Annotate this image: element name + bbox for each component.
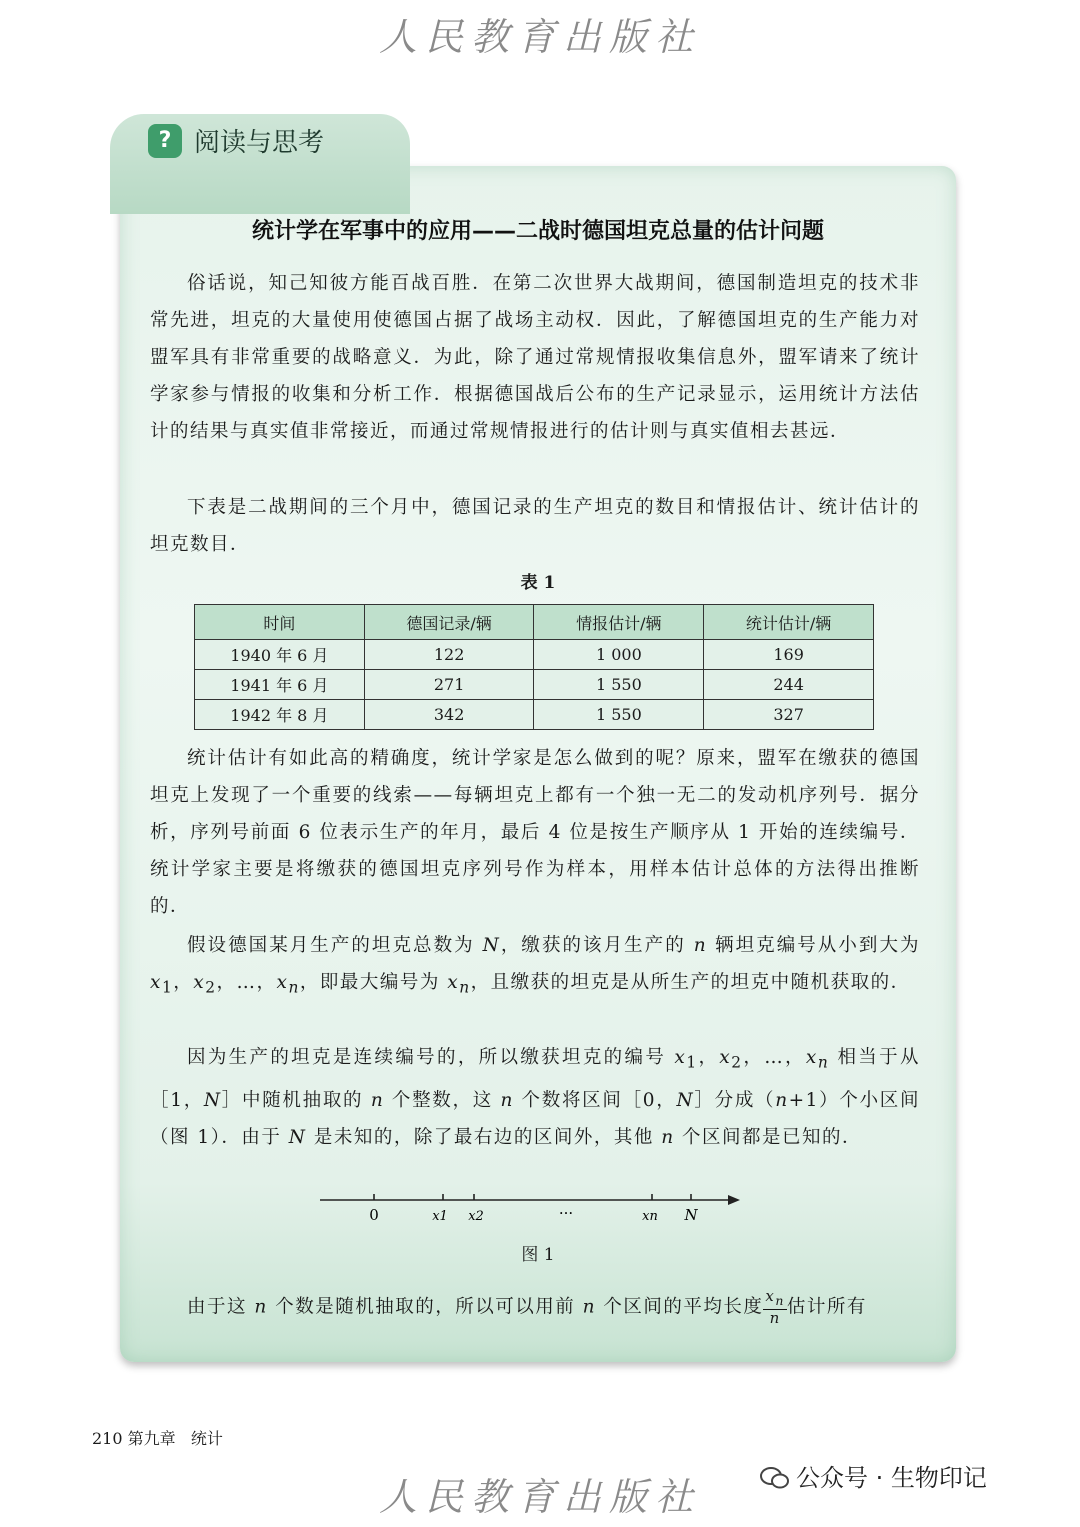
fraction: $\frac{x_n}{n}$ [765, 1287, 785, 1327]
header-cell: 时间 [195, 605, 365, 640]
table-header-row [195, 605, 874, 640]
section-tab-label: 阅读与思考 [194, 128, 325, 158]
paragraph: 俗话说，知己知彼方能百战百胜．在第二次世界大战期间，德国制造坦克的技术非常先进，坦克的大量使用使德国占据了战场主动权．因此，了解德国坦克的生产能力对盟军具有非常重要的战略意义．为此，除了通过常规情报收集信息外，盟军请来了统计学家参与情报的收集和分析工作．根据德国战后公布的生产记录显示，运用统计方法估计的结果与真实值非常接近，而通过常规情报进行的估计则与真实值相去甚远． [150, 273, 920, 442]
table-cell: 342 [364, 700, 534, 730]
tick-label: xn [642, 1209, 658, 1224]
paragraph: 假设德国某月生产的坦克总数为 N，缴获的该月生产的 n 辆坦克编号从小到大为 $x_1$，$x_2$，…，$x_n$，即最大编号为 $x_n$，且缴获的坦克是从所生产的坦克中随机获取的． [150, 935, 920, 997]
data-table [194, 604, 874, 730]
tick-label: x1 [432, 1209, 448, 1224]
page-number: 210 [92, 1429, 123, 1448]
table-cell: 1 000 [534, 640, 704, 670]
table-cell: 1 550 [534, 700, 704, 730]
table-cell: 327 [704, 700, 874, 730]
number-line-figure [316, 1186, 746, 1232]
watermark: 公众号 · 生物印记 [760, 1458, 987, 1493]
chapter-label: 第九章 [127, 1429, 176, 1448]
article-title: 统计学在军事中的应用——二战时德国坦克总量的估计问题 [251, 219, 824, 244]
table-cell: 122 [364, 640, 534, 670]
table-cell: 169 [704, 640, 874, 670]
table-row [195, 640, 874, 670]
table-cell: 1942 年 8 月 [195, 700, 365, 730]
arrow-head [728, 1195, 740, 1205]
header-cell: 德国记录/辆 [364, 605, 534, 640]
table-row [195, 670, 874, 700]
publisher-footer: 人民教育出版社 [378, 1475, 701, 1519]
book-icon: ? [148, 124, 182, 158]
wechat-icon [760, 1466, 790, 1490]
paragraph: 下表是二战期间的三个月中，德国记录的生产坦克的数目和情报估计、统计估计的坦克数目． [150, 497, 920, 555]
header-cell: 情报估计/辆 [534, 605, 704, 640]
paragraph: 因为生产的坦克是连续编号的，所以缴获坦克的编号 $x_1$，$x_2$，…，$x_n$ 相当于从［1，N］中随机抽取的 n 个整数，这 n 个数将区间［0，N］分成（n+1）个小区间（图 1）．由于 N 是未知的，除了最右边的区间外，其他 n 个区间都是已知的． [150, 1047, 920, 1148]
tick-label: x2 [468, 1209, 484, 1224]
table-caption: 表 1 [520, 573, 556, 593]
header-cell: 统计估计/辆 [704, 605, 874, 640]
table-cell: 1940 年 6 月 [195, 640, 365, 670]
table-cell: 1941 年 6 月 [195, 670, 365, 700]
section-label: 统计 [190, 1429, 223, 1448]
tick-label: N [684, 1206, 698, 1224]
paragraph: 由于这 n 个数是随机抽取的，所以可以用前 n 个区间的平均长度 $\frac{x_n}{n}$ 估计所有 [187, 1287, 867, 1327]
ellipsis: ··· [558, 1204, 574, 1222]
table-cell: 1 550 [534, 670, 704, 700]
table-cell: 271 [364, 670, 534, 700]
publisher-header: 人民教育出版社 [378, 15, 701, 59]
figure-caption: 图 1 [521, 1245, 555, 1265]
page-footer [92, 1426, 223, 1449]
tick-label: 0 [369, 1206, 379, 1224]
paragraph: 统计估计有如此高的精确度，统计学家是怎么做到的呢？原来，盟军在缴获的德国坦克上发现了一个重要的线索——每辆坦克上都有一个独一无二的发动机序列号．据分析，序列号前面 6 位表示生产的年月，最后 4 位是按生产顺序从 1 开始的连续编号．统计学家主要是将缴获的德国坦克序列号作为样本，用样本估计总体的方法得出推断的． [150, 748, 920, 917]
table-cell: 244 [704, 670, 874, 700]
table-row [195, 700, 874, 730]
